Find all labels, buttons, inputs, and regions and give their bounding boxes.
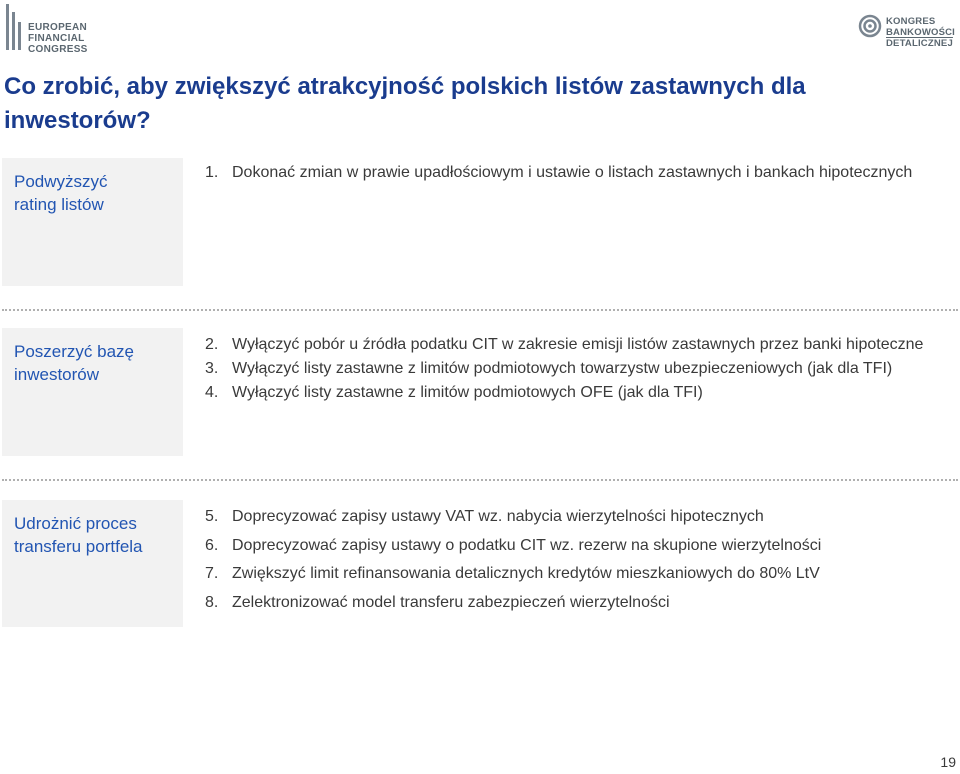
kbd-logo-line: KONGRES	[886, 16, 936, 27]
item-number: 4.	[205, 384, 219, 401]
list-item	[205, 503, 957, 532]
item-text: Zelektronizować model transferu zabezpieczeń wierzytelności	[232, 593, 670, 611]
item-number: 6.	[205, 536, 219, 554]
efc-logo-line: CONGRESS	[28, 44, 88, 55]
item-text: Zwiększyć limit refinansowania detalicznych kredytów mieszkaniowych do 80% LtV	[232, 565, 820, 582]
item-text: Wyłączyć pobór u źródła podatku CIT w zakresie emisji listów zastawnych przez banki hipoteczne	[232, 336, 924, 353]
section-label-investors	[2, 328, 183, 456]
section-label-line: Poszerzyć bazę	[14, 342, 134, 361]
efc-logo-line: EUROPEAN	[28, 22, 88, 33]
item-number: 3.	[205, 360, 219, 377]
list-item	[205, 589, 957, 618]
section-divider	[2, 309, 958, 311]
kbd-logo-text	[886, 16, 955, 49]
list-item	[205, 357, 957, 381]
efc-logo-mark-icon	[6, 4, 22, 50]
kbd-logo-line: BANKOWOŚCI	[886, 27, 956, 38]
section-label-line: rating listów	[14, 195, 104, 214]
item-text: Wyłączyć listy zastawne z limitów podmiotowych OFE (jak dla TFI)	[232, 384, 703, 401]
section-label-line: transferu portfela	[14, 537, 143, 556]
page-title: Co zrobić, aby zwiększyć atrakcyjność polskich listów zastawnych dla inwestorów?	[4, 73, 806, 134]
section-label-rating	[2, 158, 183, 286]
item-number: 2.	[205, 336, 219, 353]
list-item	[205, 161, 957, 185]
list-item	[205, 560, 957, 589]
kbd-logo-line: DETALICZNEJ	[886, 38, 953, 49]
section-items-investors	[205, 333, 957, 405]
section-items-rating	[205, 161, 957, 185]
list-item	[205, 333, 957, 357]
list-item	[205, 381, 957, 405]
european-financial-congress-logo	[4, 4, 88, 55]
item-number: 7.	[205, 565, 219, 582]
item-number: 1.	[205, 164, 219, 181]
efc-logo-text	[28, 22, 88, 55]
section-divider	[2, 479, 958, 481]
section-label-line: inwestorów	[14, 365, 100, 384]
page-number: 19	[940, 754, 956, 770]
item-number: 8.	[205, 593, 219, 611]
kbd-logo-spiral-icon	[858, 14, 882, 38]
section-label-line: Udrożnić proces	[14, 514, 137, 533]
kongres-bankowosci-detalicznej-logo	[858, 14, 958, 56]
item-text: Doprecyzować zapisy ustawy o podatku CIT wz. rezerw na skupione wierzytelności	[232, 536, 822, 554]
item-text: Doprecyzować zapisy ustawy VAT wz. nabycia wierzytelności hipotecznych	[232, 508, 764, 525]
efc-logo-line: FINANCIAL	[28, 33, 85, 44]
section-items-transfer	[205, 503, 957, 617]
section-label-transfer	[2, 500, 183, 627]
section-label-line: Podwyższyć	[14, 172, 108, 191]
item-text: Wyłączyć listy zastawne z limitów podmiotowych towarzystw ubezpieczeniowych (jak dla TFI)	[232, 360, 893, 377]
item-number: 5.	[205, 508, 219, 525]
item-text: Dokonać zmian w prawie upadłościowym i ustawie o listach zastawnych i bankach hipotecznych	[232, 164, 913, 181]
list-item	[205, 532, 957, 561]
